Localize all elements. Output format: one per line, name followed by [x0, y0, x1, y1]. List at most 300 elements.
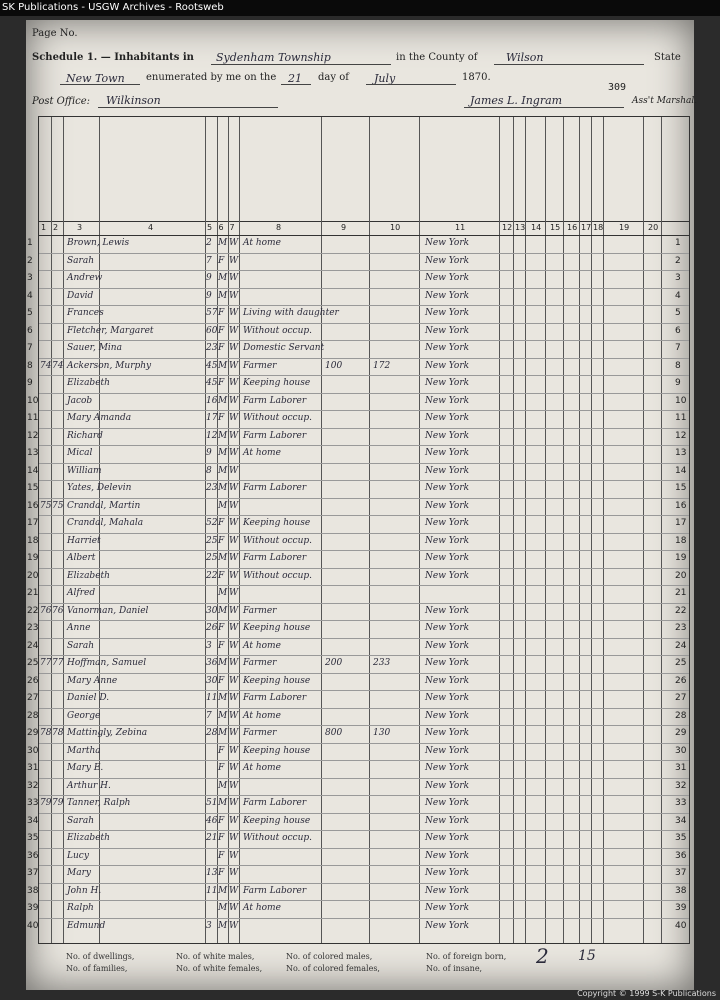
line-number-left: 21 — [27, 588, 39, 598]
person-age: 11 — [206, 885, 218, 896]
person-color: W — [229, 518, 239, 528]
line-number-right: 32 — [675, 780, 687, 791]
person-color: W — [229, 745, 239, 756]
person-sex: M — [218, 920, 228, 931]
person-color: W — [229, 238, 239, 248]
row-divider — [39, 725, 689, 726]
person-age: 3 — [206, 920, 212, 931]
person-sex: M — [218, 780, 228, 791]
place-of-birth: New York — [425, 238, 470, 248]
line-number-left: 16 — [27, 500, 39, 511]
line-number-left: 17 — [27, 518, 39, 528]
person-age: 22 — [206, 570, 218, 581]
column-divider — [643, 117, 644, 943]
line-number-right: 1 — [675, 238, 681, 248]
line-number-left: 7 — [27, 343, 33, 353]
line-number-right: 23 — [675, 623, 687, 633]
day-line — [281, 84, 311, 85]
person-age: 30 — [206, 605, 218, 616]
person-sex: M — [218, 238, 228, 248]
person-occupation: Farm Laborer — [243, 395, 307, 406]
person-sex: F — [218, 833, 225, 843]
copyright-text: Copyright © 1999 S-K Publications — [577, 989, 716, 998]
row-divider — [39, 253, 689, 254]
person-name: Albert — [67, 553, 96, 563]
month-handwriting: July — [374, 72, 396, 85]
person-name: Fletcher, Margaret — [67, 325, 154, 336]
column-number: 2 — [53, 223, 59, 232]
person-sex: F — [218, 535, 225, 546]
column-number: 7 — [229, 223, 235, 232]
person-age: 36 — [206, 658, 218, 668]
person-occupation: Farmer — [243, 658, 277, 668]
column-divider — [603, 117, 604, 943]
line-number-right: 17 — [675, 518, 687, 528]
person-color: W — [229, 780, 239, 791]
person-color: W — [229, 465, 239, 476]
line-number-left: 28 — [27, 710, 39, 721]
person-name: Andrew — [67, 273, 103, 283]
person-occupation: Farmer — [243, 360, 277, 371]
line-number-left: 5 — [27, 308, 33, 318]
person-occupation: At home — [243, 763, 281, 773]
person-age: 7 — [206, 255, 212, 266]
line-number-left: 39 — [27, 903, 39, 913]
person-color: W — [229, 290, 239, 301]
township-line — [211, 64, 391, 65]
line-number-left: 2 — [27, 255, 33, 266]
family-number: 78 — [52, 728, 64, 738]
personal-estate-value: 172 — [373, 360, 391, 371]
person-occupation: At home — [243, 640, 281, 651]
column-divider — [239, 117, 240, 943]
line-number-right: 35 — [675, 833, 687, 843]
place-of-birth: New York — [425, 273, 470, 283]
line-number-left: 30 — [27, 745, 39, 756]
person-age: 8 — [206, 465, 212, 476]
line-number-right: 20 — [675, 570, 687, 581]
column-number: 20 — [648, 223, 659, 232]
person-age: 3 — [206, 640, 212, 651]
county-label: in the County of — [396, 52, 478, 63]
line-number-left: 19 — [27, 553, 39, 563]
footer-tally-2: 15 — [578, 948, 596, 964]
person-color: W — [229, 763, 239, 773]
column-divider — [513, 117, 514, 943]
row-divider — [39, 848, 689, 849]
line-number-right: 24 — [675, 640, 687, 651]
person-occupation: Keeping house — [243, 815, 311, 826]
person-color: W — [229, 588, 239, 598]
person-sex: F — [218, 815, 225, 826]
of-handwriting: New Town — [66, 72, 125, 85]
line-number-right: 40 — [675, 920, 687, 931]
person-name: Frances — [67, 308, 104, 318]
year-label: 1870. — [462, 72, 491, 83]
dwelling-number: 78 — [40, 728, 52, 738]
person-age: 51 — [206, 798, 218, 808]
person-age: 13 — [206, 868, 218, 878]
person-color: W — [229, 430, 239, 441]
line-number-right: 39 — [675, 903, 687, 913]
person-sex: M — [218, 273, 228, 283]
person-name: Mary Amanda — [67, 413, 132, 423]
column-number: 3 — [77, 223, 83, 232]
line-number-right: 5 — [675, 308, 681, 318]
post-office-line — [98, 107, 278, 108]
place-of-birth: New York — [425, 710, 470, 721]
line-number-left: 18 — [27, 535, 39, 546]
row-divider — [39, 340, 689, 341]
person-age: 9 — [206, 290, 212, 301]
person-name: Jacob — [67, 395, 93, 406]
person-age: 9 — [206, 448, 212, 458]
place-of-birth: New York — [425, 308, 470, 318]
footer-families: No. of families, — [66, 964, 128, 973]
line-number-right: 12 — [675, 430, 687, 441]
person-age: 26 — [206, 623, 218, 633]
person-color: W — [229, 815, 239, 826]
row-divider — [39, 900, 689, 901]
person-name: Mattingly, Zebina — [67, 728, 148, 738]
person-sex: F — [218, 868, 225, 878]
person-age: 60 — [206, 325, 218, 336]
column-divider — [661, 117, 662, 943]
person-occupation: At home — [243, 238, 281, 248]
place-of-birth: New York — [425, 920, 470, 931]
row-divider — [39, 655, 689, 656]
person-color: W — [229, 868, 239, 878]
marshal-handwriting: James L. Ingram — [470, 94, 563, 107]
family-number: 77 — [52, 658, 64, 668]
person-name: Mary — [67, 868, 91, 878]
stamp-number: 309 — [608, 82, 627, 93]
person-occupation: Farm Laborer — [243, 693, 307, 703]
line-number-right: 10 — [675, 395, 687, 406]
line-number-right: 21 — [675, 588, 687, 598]
dwelling-number: 74 — [40, 360, 52, 371]
person-name: Alfred — [67, 588, 96, 598]
person-name: Sauer, Mina — [67, 343, 122, 353]
person-occupation: Domestic Servant — [243, 343, 325, 353]
line-number-right: 22 — [675, 605, 687, 616]
line-number-right: 11 — [675, 413, 687, 423]
line-number-left: 14 — [27, 465, 39, 476]
place-of-birth: New York — [425, 780, 470, 791]
footer-males: No. of white males, — [176, 952, 255, 961]
row-divider — [39, 428, 689, 429]
person-age: 52 — [206, 518, 218, 528]
row-divider — [39, 305, 689, 306]
person-age: 16 — [206, 395, 218, 406]
person-name: Edmund — [67, 920, 106, 931]
footer-colored-males: No. of colored males, — [286, 952, 373, 961]
person-name: Arthur H. — [67, 780, 111, 791]
person-color: W — [229, 728, 239, 738]
line-number-left: 10 — [27, 395, 39, 406]
line-number-right: 36 — [675, 850, 687, 861]
column-number: 5 — [207, 223, 213, 232]
row-divider — [39, 918, 689, 919]
line-number-right: 25 — [675, 658, 687, 668]
personal-estate-value: 233 — [373, 658, 391, 668]
place-of-birth: New York — [425, 553, 470, 563]
row-divider — [39, 463, 689, 464]
post-office-label: Post Office: — [32, 96, 91, 107]
county-handwriting: Wilson — [506, 51, 544, 64]
place-of-birth: New York — [425, 833, 470, 843]
line-number-left: 33 — [27, 798, 39, 808]
person-age: 9 — [206, 273, 212, 283]
person-name: Hoffman, Samuel — [67, 658, 147, 668]
person-name: Elizabeth — [67, 570, 110, 581]
person-color: W — [229, 500, 239, 511]
footer-females: No. of white females, — [176, 964, 263, 973]
line-number-right: 33 — [675, 798, 687, 808]
top-bar — [0, 0, 720, 16]
person-name: Elizabeth — [67, 378, 110, 388]
row-divider — [39, 375, 689, 376]
person-color: W — [229, 885, 239, 896]
line-number-left: 4 — [27, 290, 33, 301]
person-name: Tanner, Ralph — [67, 798, 131, 808]
family-number: 74 — [52, 360, 64, 371]
township-handwriting: Sydenham Township — [216, 51, 331, 64]
line-number-left: 12 — [27, 430, 39, 441]
row-divider — [39, 865, 689, 866]
line-number-left: 25 — [27, 658, 39, 668]
line-number-left: 26 — [27, 675, 39, 686]
person-name: Elizabeth — [67, 833, 110, 843]
page-label: Page No. — [32, 28, 78, 39]
person-sex: M — [218, 728, 228, 738]
person-sex: M — [218, 465, 228, 476]
person-color: W — [229, 710, 239, 721]
footer-tally: 2 — [536, 944, 549, 968]
person-name: Lucy — [67, 850, 89, 861]
person-name: Sarah — [67, 640, 94, 651]
census-table — [27, 116, 690, 944]
person-name: Martha — [67, 745, 101, 756]
person-sex: M — [218, 798, 228, 808]
person-sex: M — [218, 483, 228, 493]
person-color: W — [229, 693, 239, 703]
census-page — [26, 20, 698, 990]
row-divider — [39, 358, 689, 359]
person-color: W — [229, 833, 239, 843]
enumerated-text: enumerated by me on the — [146, 72, 277, 83]
schedule-label: Schedule 1. — Inhabitants in — [32, 52, 194, 63]
place-of-birth: New York — [425, 658, 470, 668]
person-name: Ackerson, Murphy — [67, 360, 152, 371]
row-divider — [39, 673, 689, 674]
person-name: Mary E. — [67, 763, 104, 773]
line-number-left: 6 — [27, 325, 33, 336]
person-color: W — [229, 920, 239, 931]
person-occupation: Without occup. — [243, 413, 312, 423]
person-sex: F — [218, 570, 225, 581]
column-divider — [579, 117, 580, 943]
real-estate-value: 800 — [325, 728, 343, 738]
dwelling-number: 76 — [40, 605, 52, 616]
person-occupation: Farm Laborer — [243, 483, 307, 493]
place-of-birth: New York — [425, 745, 470, 756]
column-number: 15 — [550, 223, 561, 232]
row-divider — [39, 288, 689, 289]
place-of-birth: New York — [425, 360, 470, 371]
person-name: Crandal, Mahala — [67, 518, 144, 528]
person-occupation: Living with daughter — [243, 308, 339, 318]
person-name: Richard — [67, 430, 103, 441]
column-number: 10 — [390, 223, 401, 232]
line-number-right: 15 — [675, 483, 687, 493]
person-occupation: Without occup. — [243, 535, 312, 546]
line-number-right: 28 — [675, 710, 687, 721]
person-sex: M — [218, 903, 228, 913]
day-label: day of — [318, 72, 349, 83]
person-occupation: At home — [243, 710, 281, 721]
person-occupation: Without occup. — [243, 833, 312, 843]
person-color: W — [229, 535, 239, 546]
line-number-right: 30 — [675, 745, 687, 756]
line-number-right: 34 — [675, 815, 687, 826]
person-age: 30 — [206, 675, 218, 686]
line-number-left: 23 — [27, 623, 39, 633]
place-of-birth: New York — [425, 815, 470, 826]
person-age: 11 — [206, 693, 218, 703]
line-number-right: 7 — [675, 343, 681, 353]
line-number-left: 34 — [27, 815, 39, 826]
line-number-right: 19 — [675, 553, 687, 563]
person-occupation: Farmer — [243, 605, 277, 616]
row-divider — [39, 603, 689, 604]
column-number: 14 — [531, 223, 542, 232]
line-number-right: 14 — [675, 465, 687, 476]
line-number-left: 40 — [27, 920, 39, 931]
person-name: Sarah — [67, 815, 94, 826]
person-name: Harriet — [67, 535, 101, 546]
place-of-birth: New York — [425, 640, 470, 651]
person-sex: F — [218, 675, 225, 686]
person-color: W — [229, 413, 239, 423]
row-divider — [39, 533, 689, 534]
column-divider — [499, 117, 500, 943]
footer-dwellings: No. of dwellings, — [66, 952, 135, 961]
place-of-birth: New York — [425, 798, 470, 808]
place-of-birth: New York — [425, 483, 470, 493]
place-of-birth: New York — [425, 728, 470, 738]
person-occupation: At home — [243, 903, 281, 913]
dwelling-number: 79 — [40, 798, 52, 808]
place-of-birth: New York — [425, 255, 470, 266]
personal-estate-value: 130 — [373, 728, 391, 738]
line-number-right: 6 — [675, 325, 681, 336]
person-age: 12 — [206, 430, 218, 441]
person-color: W — [229, 325, 239, 336]
place-of-birth: New York — [425, 570, 470, 581]
line-number-left: 32 — [27, 780, 39, 791]
line-number-left: 27 — [27, 693, 39, 703]
person-sex: F — [218, 413, 225, 423]
person-name: Brown, Lewis — [67, 238, 130, 248]
person-name: Crandal, Martin — [67, 500, 141, 511]
line-number-right: 18 — [675, 535, 687, 546]
place-of-birth: New York — [425, 850, 470, 861]
line-number-right: 3 — [675, 273, 681, 283]
person-sex: M — [218, 693, 228, 703]
place-of-birth: New York — [425, 378, 470, 388]
person-sex: M — [218, 710, 228, 721]
row-divider — [39, 480, 689, 481]
row-divider — [39, 883, 689, 884]
column-number: 9 — [341, 223, 347, 232]
row-divider — [39, 393, 689, 394]
person-name: Ralph — [67, 903, 94, 913]
person-sex: F — [218, 763, 225, 773]
footer-foreign: No. of foreign born, — [426, 952, 507, 961]
line-number-left: 22 — [27, 605, 39, 616]
person-sex: M — [218, 885, 228, 896]
person-color: W — [229, 570, 239, 581]
row-divider — [39, 760, 689, 761]
line-number-left: 35 — [27, 833, 39, 843]
column-divider — [563, 117, 564, 943]
line-number-left: 3 — [27, 273, 33, 283]
row-divider — [39, 620, 689, 621]
column-number-divider — [39, 235, 689, 236]
person-occupation: Farm Laborer — [243, 430, 307, 441]
person-sex: M — [218, 290, 228, 301]
place-of-birth: New York — [425, 623, 470, 633]
place-of-birth: New York — [425, 605, 470, 616]
person-name: Mary Anne — [67, 675, 118, 686]
row-divider — [39, 778, 689, 779]
person-age: 25 — [206, 553, 218, 563]
marshal-line — [464, 107, 624, 108]
line-number-left: 29 — [27, 728, 39, 738]
line-number-right: 27 — [675, 693, 687, 703]
person-color: W — [229, 605, 239, 616]
day-handwriting: 21 — [288, 72, 302, 85]
place-of-birth: New York — [425, 903, 470, 913]
person-age: 45 — [206, 378, 218, 388]
person-sex: F — [218, 745, 225, 756]
column-divider — [51, 117, 52, 943]
line-number-left: 37 — [27, 868, 39, 878]
person-sex: F — [218, 850, 225, 861]
line-number-right: 37 — [675, 868, 687, 878]
line-number-right: 4 — [675, 290, 681, 301]
place-of-birth: New York — [425, 868, 470, 878]
person-age: 23 — [206, 343, 218, 353]
person-name: David — [67, 290, 94, 301]
column-divider — [545, 117, 546, 943]
column-divider — [63, 117, 64, 943]
person-sex: F — [218, 308, 225, 318]
state-label: State — [654, 52, 681, 63]
place-of-birth: New York — [425, 325, 470, 336]
line-number-right: 29 — [675, 728, 687, 738]
row-divider — [39, 830, 689, 831]
person-occupation: Keeping house — [243, 378, 311, 388]
footer-insane: No. of insane, — [426, 964, 483, 973]
person-name: Mical — [67, 448, 93, 458]
column-divider — [419, 117, 420, 943]
of-line — [60, 84, 140, 85]
row-divider — [39, 813, 689, 814]
person-color: W — [229, 675, 239, 686]
person-sex: F — [218, 325, 225, 336]
